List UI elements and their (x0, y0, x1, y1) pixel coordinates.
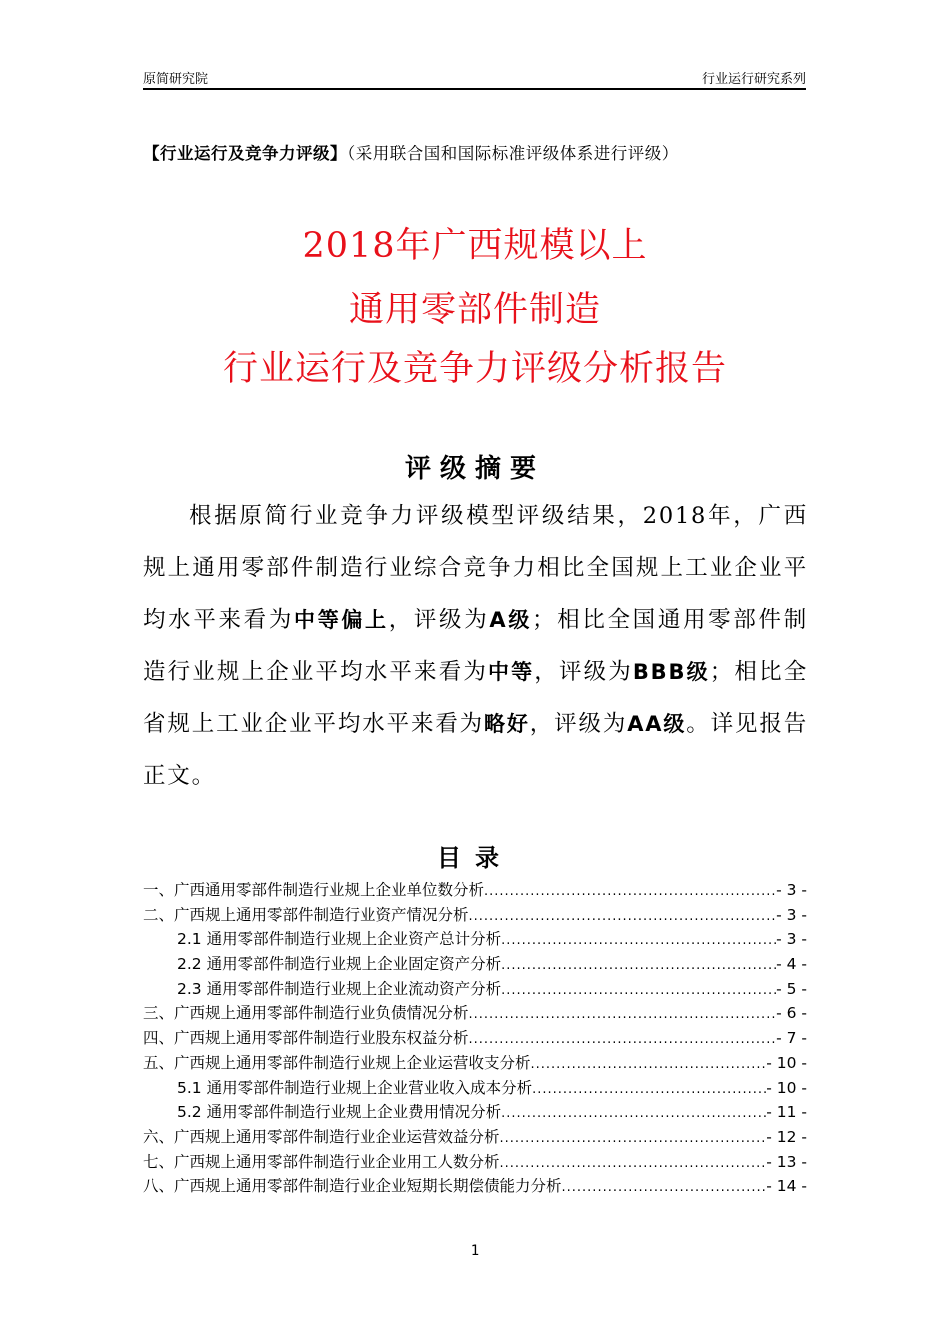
summary-text: ，评级为 (388, 607, 490, 633)
toc-heading: 目录 (437, 844, 513, 872)
toc-entry[interactable]: 二、广西规上通用零部件制造行业资产情况分析 ..... - 3 - (143, 903, 807, 928)
toc-entry[interactable]: 八、广西规上通用零部件制造行业企业短期长期偿债能力分析 ..... - 14 - (143, 1174, 807, 1199)
page-number: 1 (470, 1243, 480, 1259)
toc-entry[interactable]: 五、广西规上通用零部件制造行业规上企业运营收支分析 ..... - 10 - (143, 1051, 807, 1076)
table-of-contents (143, 878, 807, 1199)
header-series: 行业运行研究系列 (701, 72, 806, 87)
toc-subentry[interactable]: 2.3 通用零部件制造行业规上企业流动资产分析 ..... - 5 - (143, 977, 807, 1002)
toc-entry[interactable]: 六、广西规上通用零部件制造行业企业运营效益分析 ..... - 12 - (143, 1125, 807, 1150)
summary-text: ，评级为 (534, 659, 633, 685)
summary-rating: BBB级 (632, 660, 710, 684)
toc-entry[interactable]: 七、广西规上通用零部件制造行业企业用工人数分析 ..... - 13 - (143, 1150, 807, 1175)
summary-rating: A级 (489, 608, 532, 632)
toc-subentry[interactable]: 5.1 通用零部件制造行业规上企业营业收入成本分析 ..... - 10 - (143, 1076, 807, 1101)
summary-text: 。详见报告正文。 (143, 711, 809, 789)
toc-subentry[interactable]: 2.1 通用零部件制造行业规上企业资产总计分析 ..... - 3 - (143, 927, 807, 952)
summary-text: ；相比全省规上工业企业平均水平来看为 (143, 659, 809, 737)
report-title-line-3: 行业运行及竞争力评级分析报告 (222, 349, 727, 389)
rating-note: （采用联合国和国际标准评级体系进行评级） (347, 144, 679, 163)
header-organization: 原简研究院 (143, 72, 209, 87)
summary-emphasis: 略好 (484, 712, 530, 736)
toc-entry[interactable]: 四、广西规上通用零部件制造行业股东权益分析 ..... - 7 - (143, 1026, 807, 1051)
summary-text: ，评级为 (529, 711, 628, 737)
toc-subentry[interactable]: 2.2 通用零部件制造行业规上企业固定资产分析 ..... - 4 - (143, 952, 807, 977)
toc-subentry[interactable]: 5.2 通用零部件制造行业规上企业费用情况分析 ..... - 11 - (143, 1100, 807, 1125)
page-header (143, 66, 806, 90)
summary-rating: AA级 (627, 712, 687, 736)
summary-emphasis: 中等 (488, 660, 535, 684)
report-title-line-1: 2018年广西规模以上 (302, 226, 648, 266)
report-title-line-2: 通用零部件制造 (348, 290, 601, 330)
summary-text: 根据原简行业竞争力评级模型评级结果，2018年，广西规上通用零部件制造行业综合竞争力相比全国规上工业企业平均水平来看为 (143, 503, 808, 633)
rating-system-line (143, 140, 806, 164)
summary-text: ；相比全国通用零部件制造行业规上企业平均水平来看为 (143, 607, 808, 685)
summary-paragraph (143, 490, 808, 802)
toc-entry[interactable]: 三、广西规上通用零部件制造行业负债情况分析 ..... - 6 - (143, 1001, 807, 1026)
rating-category: 【行业运行及竞争力评级】 (143, 144, 347, 163)
toc-entry[interactable]: 一、广西通用零部件制造行业规上企业单位数分析 ..... - 3 - (143, 878, 807, 903)
summary-heading: 评级摘要 (404, 454, 545, 484)
summary-emphasis: 中等偏上 (294, 608, 389, 632)
